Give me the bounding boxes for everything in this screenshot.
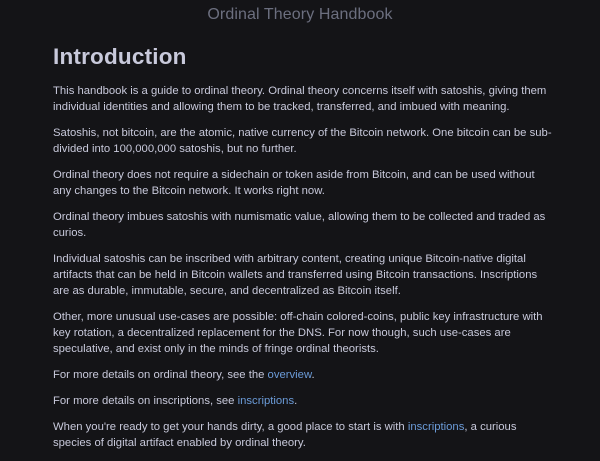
overview-link[interactable]: overview <box>267 369 312 382</box>
main-content <box>53 42 554 461</box>
paragraph-get-started <box>53 419 554 451</box>
get-started-inscriptions-link[interactable]: inscriptions <box>407 421 465 434</box>
paragraph-no-sidechain: Ordinal theory does not require a sidechain or token aside from Bitcoin, and can be used without any changes to the Bitcoin network. It works right now. <box>53 169 535 198</box>
overview-end: . <box>311 369 315 382</box>
paragraph-inscribed: Individual satoshis can be inscribed with arbitrary content, creating unique Bitcoin-native digital artifacts that can be held in Bitcoin wallets and transferred using Bitcoin transactions. Inscriptions are as durable, immutable, secure, and decentralized as Bitcoin itself. <box>53 253 538 298</box>
paragraph-numismatic: Ordinal theory imbues satoshis with numismatic value, allowing them to be collected and traded as curios. <box>53 211 546 240</box>
book-title[interactable]: Ordinal Theory Handbook <box>207 6 393 23</box>
overview-text: For more details on ordinal theory, see the <box>53 369 268 382</box>
inscriptions-link[interactable]: inscriptions <box>237 395 295 408</box>
get-started-end: , a curious species of digital artifact enabled by ordinal theory. <box>53 421 517 450</box>
paragraph-satoshis: Satoshis, not bitcoin, are the atomic, native currency of the Bitcoin network. One bitcoin can be sub-divided into 100,000,000 satoshis, but no further. <box>53 127 552 156</box>
inscriptions-text: For more details on inscriptions, see <box>53 395 238 408</box>
paragraph-use-cases: Other, more unusual use-cases are possible: off-chain colored-coins, public key infrastructure with key rotation, a decentralized replacement for the DNS. For now though, such use-cases are speculative, and exist only in the minds of fringe ordinal theorists. <box>53 311 543 356</box>
page-header <box>0 0 600 30</box>
paragraph-handbook-guide: This handbook is a guide to ordinal theory. Ordinal theory concerns itself with satoshis, giving them individual identities and allowing them to be tracked, transferred, and imbued with meaning. <box>53 85 547 114</box>
get-started-text: When you're ready to get your hands dirty, a good place to start is with <box>53 421 408 434</box>
inscriptions-end: . <box>294 395 298 408</box>
paragraph-inscriptions-link <box>53 393 554 409</box>
paragraph-overview-link <box>53 367 554 383</box>
chapter-heading: Introduction <box>53 44 187 69</box>
